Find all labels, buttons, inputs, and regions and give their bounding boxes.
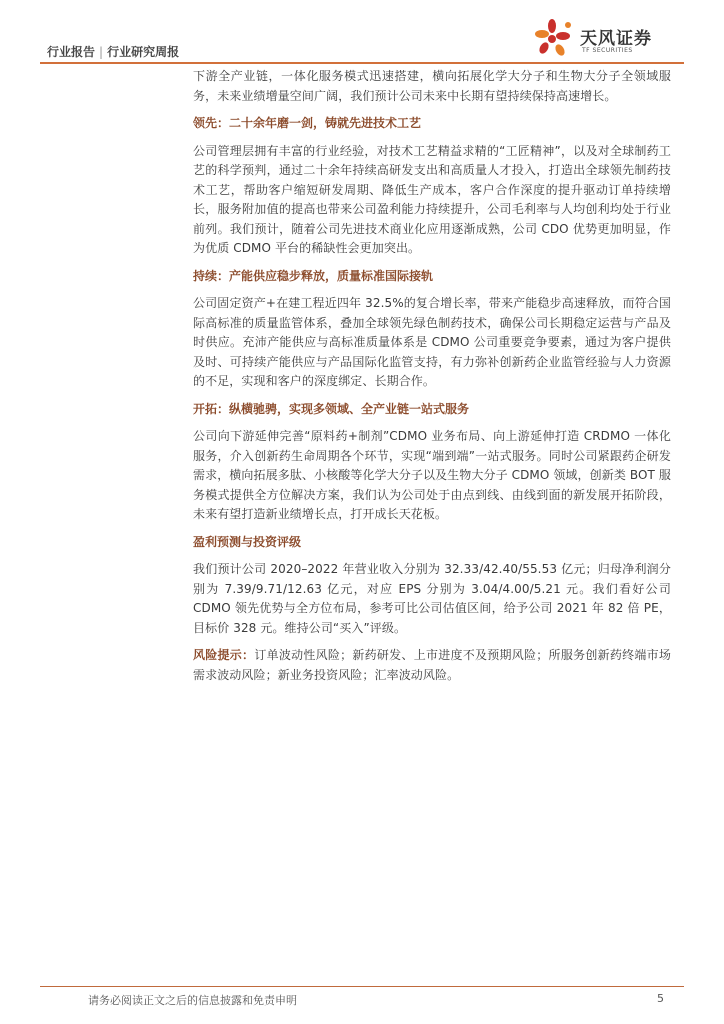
disclaimer-text: 请务必阅读正文之后的信息披露和免责申明 bbox=[88, 994, 297, 1007]
paragraph-forecast: 我们预计公司 2020–2022 年营业收入分别为 32.33/42.40/55.53 亿元；归母净利润分别为 7.39/9.71/12.63 亿元，对应 EPS 分别为 3.04/4.00/5.21 元。我们看好公司 CDMO 领先优势与全方位布局，参考可比公司估值区间，给予公司 2021 年 82 倍 PE，目标价 328 元。维持公司“买入”评级。 bbox=[193, 562, 671, 635]
flower-logo-icon bbox=[530, 16, 578, 64]
report-body bbox=[193, 67, 671, 685]
footer-divider bbox=[40, 986, 684, 987]
header-divider bbox=[40, 62, 684, 64]
brand-name: 天风证券 bbox=[580, 29, 652, 49]
report-type: 行业报告 bbox=[47, 45, 96, 59]
risk-warning bbox=[193, 646, 671, 685]
heading-expansion: 开拓：纵横驰骋，实现多领域、全产业链一站式服务 bbox=[193, 401, 470, 416]
paragraph-capacity: 公司固定资产+在建工程近四年 32.5%的复合增长率，带来产能稳步高速释放，而符合国际高标准的质量监管体系，叠加全球领先绿色制药技术，确保公司长期稳定运营与产品及时供应。充沛产能供应与高标准质量体系是 CDMO 公司重要竞争要素，通过为客户提供及时、可持续产能供应与产品国际化监管支持，有力弥补创新药企业监管经验与人力资源的不足，实现和客户的深度绑定、长期合作。 bbox=[193, 296, 671, 388]
header-separator: | bbox=[99, 45, 104, 59]
heading-capacity: 持续：产能供应稳步释放，质量标准国际接轨 bbox=[193, 268, 434, 283]
risk-text: 订单波动性风险；新药研发、上市进度不及预期风险；所服务创新药终端市场需求波动风险；新业务投资风险；汇率波动风险。 bbox=[193, 648, 671, 682]
heading-leading: 领先：二十余年磨一剑，铸就先进技术工艺 bbox=[193, 116, 422, 130]
report-category bbox=[47, 43, 179, 60]
heading-forecast: 盈利预测与投资评级 bbox=[193, 534, 302, 549]
paragraph-expansion: 公司向下游延伸完善“原料药+制剂”CDMO 业务布局、向上游延伸打造 CRDMO 一体化服务，介入创新药生命周期各个环节，实现“端到端”一站式服务。同时公司紧跟药企研发需求，横向拓展多肽、小核酸等化学大分子以及生物大分子 CDMO 领域，创新类 BOT 服务模式提供全方位解决方案，我们认为公司处于由点到线、由线到面的新发展开拓阶段，未来有望打造新业绩增长点，打开成长天花板。 bbox=[193, 429, 671, 521]
paragraph-intro: 下游全产业链，一体化服务模式迅速搭建，横向拓展化学大分子和生物大分子全领域服务，未来业绩增量空间广阔，我们预计公司未来中长期有望持续保持高速增长。 bbox=[193, 69, 671, 103]
page-header bbox=[40, 0, 684, 66]
report-subtype: 行业研究周报 bbox=[107, 45, 180, 59]
paragraph-leading: 公司管理层拥有丰富的行业经验，对技术工艺精益求精的“工匠精神”，以及对全球制药工艺的科学预判，通过二十余年持续高研发支出和高质量人才投入，打造出全球领先制药技术工艺，帮助客户缩短研发周期、降低生产成本，客户合作深度的提升驱动订单持续增长，服务附加值的提高也带来公司盈利能力持续提升，公司毛利率与人均创利均处于行业前列。我们预计，随着公司先进技术商业化应用逐渐成熟，公司 CDO 优势更加明显，作为优质 CDMO 平台的稀缺性会更加突出。 bbox=[193, 143, 671, 255]
risk-label: 风险提示： bbox=[193, 648, 255, 662]
page-number: 5 bbox=[657, 992, 664, 1005]
brand-logo bbox=[530, 16, 680, 64]
brand-name-en: TF SECURITIES bbox=[582, 47, 633, 54]
